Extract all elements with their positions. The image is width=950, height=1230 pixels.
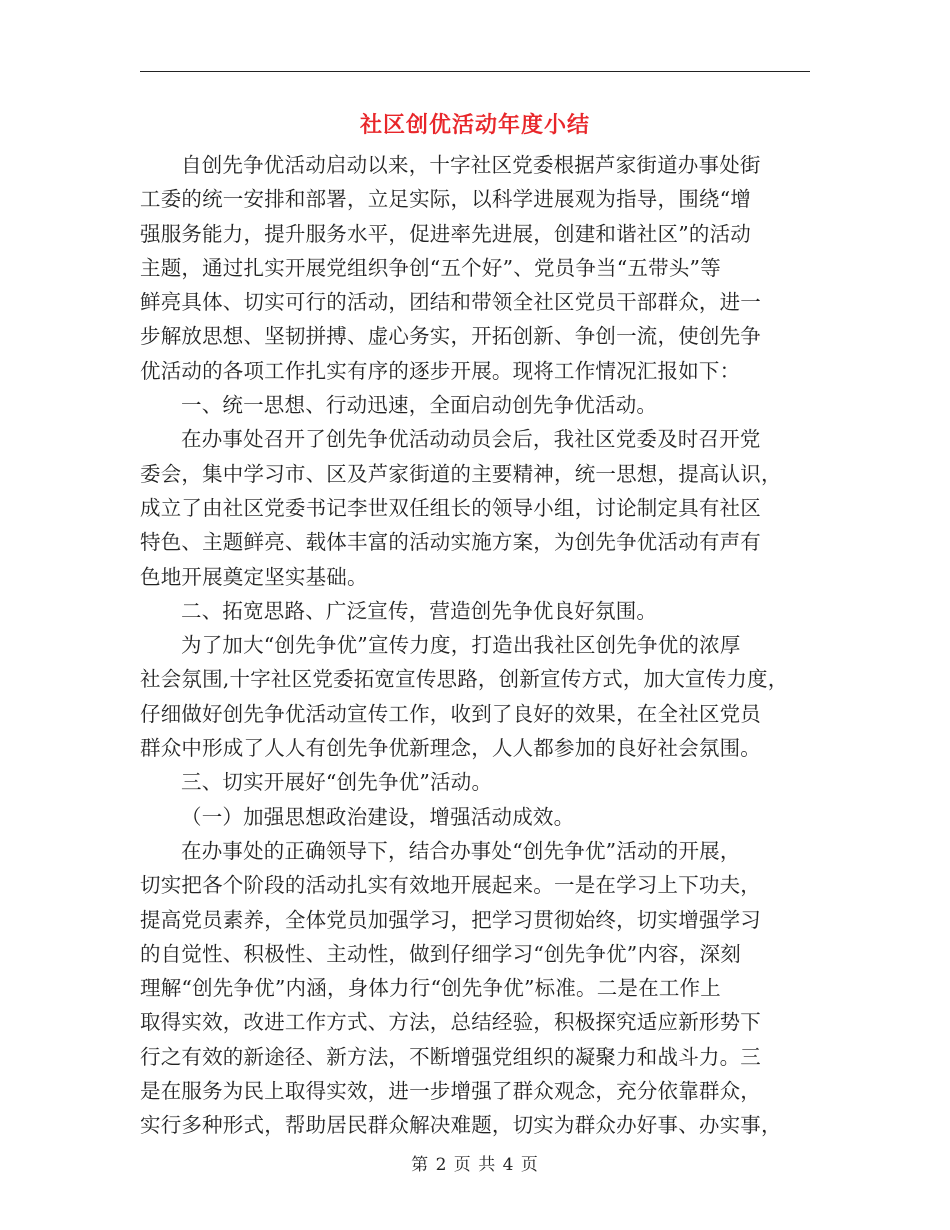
text-line: 群众中形成了人人有创先争优新理念，人人都参加的良好社会氛围。 — [140, 736, 761, 761]
text-line: 二、拓宽思路、广泛宣传，营造创先争优良好氛围。 — [181, 598, 658, 623]
text-line: 成立了由社区党委书记李世双任组长的领导小组，讨论制定具有社区 — [140, 495, 761, 520]
text-line: 委会，集中学习市、区及芦家街道的主要精神，统一思想，提高认识， — [140, 461, 782, 486]
text-line: 的自觉性、积极性、主动性，做到仔细学习“创先争优”内容，深刻 — [140, 941, 741, 966]
document-title: 社区创优活动年度小结 — [359, 112, 590, 138]
text-line: 强服务能力，提升服务水平，促进率先进展，创建和谐社区”的活动 — [140, 221, 751, 246]
text-line: 自创先争优活动启动以来，十字社区党委根据芦家街道办事处街 — [181, 153, 761, 177]
text-line: 主题，通过扎实开展党组织争创“五个好”、党员争当“五带头”等 — [140, 255, 721, 280]
body-paragraph — [140, 628, 810, 765]
text-line: 仔细做好创先争优活动宣传工作，收到了良好的效果，在全社区党员 — [140, 701, 761, 726]
text-line: （一）加强思想政治建设，增强活动成效。 — [181, 804, 575, 829]
body-paragraph — [140, 388, 810, 422]
text-line: 步解放思想、坚韧拼搏、虚心务实，开拓创新、争创一流，使创先争 — [140, 324, 761, 349]
text-line: 行之有效的新途径、新方法，不断增强党组织的凝聚力和战斗力。三 — [140, 1044, 761, 1069]
body-paragraph — [140, 834, 810, 1143]
body-paragraph — [140, 765, 810, 799]
text-line: 在办事处召开了创先争优活动动员会后，我社区党委及时召开党 — [181, 427, 761, 452]
body-paragraph — [140, 422, 810, 593]
text-line: 一、统一思想、行动迅速，全面启动创先争优活动。 — [181, 393, 658, 418]
text-line: 是在服务为民上取得实效，进一步增强了群众观念，充分依靠群众， — [140, 1079, 761, 1104]
text-line: 工委的统一安排和部署，立足实际，以科学进展观为指导，围绕“增 — [140, 187, 751, 212]
text-line: 切实把各个阶段的活动扎实有效地开展起来。一是在学习上下功夫， — [140, 873, 761, 898]
text-line: 鲜亮具体、切实可行的活动，团结和带领全社区党员干部群众，进一 — [140, 290, 761, 315]
text-line: 社会氛围,十字社区党委拓宽宣传思路，创新宣传方式，加大宣传力度， — [140, 667, 789, 692]
text-line: 在办事处的正确领导下，结合办事处“创先争优”活动的开展， — [181, 838, 741, 863]
text-line: 实行多种形式，帮助居民群众解决难题，切实为群众办好事、办实事， — [140, 1113, 782, 1138]
header-rule — [140, 71, 810, 72]
text-line: 三、切实开展好“创先争优”活动。 — [181, 770, 493, 795]
text-line: 优活动的各项工作扎实有序的逐步开展。现将工作情况汇报如下： — [140, 358, 741, 383]
body-paragraph — [140, 594, 810, 628]
text-line: 色地开展奠定坚实基础。 — [140, 564, 368, 589]
body-paragraph — [140, 800, 810, 834]
text-line: 理解“创先争优”内涵，身体力行“创先争优”标准。二是在工作上 — [140, 976, 721, 1001]
body-paragraph — [140, 148, 810, 388]
text-line: 取得实效，改进工作方式、方法，总结经验，积极探究适应新形势下 — [140, 1010, 761, 1035]
text-line: 为了加大“创先争优”宣传力度，打造出我社区创先争优的浓厚 — [181, 633, 741, 658]
document-body — [140, 148, 810, 1143]
text-line: 特色、主题鲜亮、载体丰富的活动实施方案，为创先争优活动有声有 — [140, 530, 761, 555]
text-line: 提高党员素养，全体党员加强学习，把学习贯彻始终，切实增强学习 — [140, 907, 761, 932]
page-footer: 第 2 页 共 4 页 — [411, 1155, 539, 1175]
